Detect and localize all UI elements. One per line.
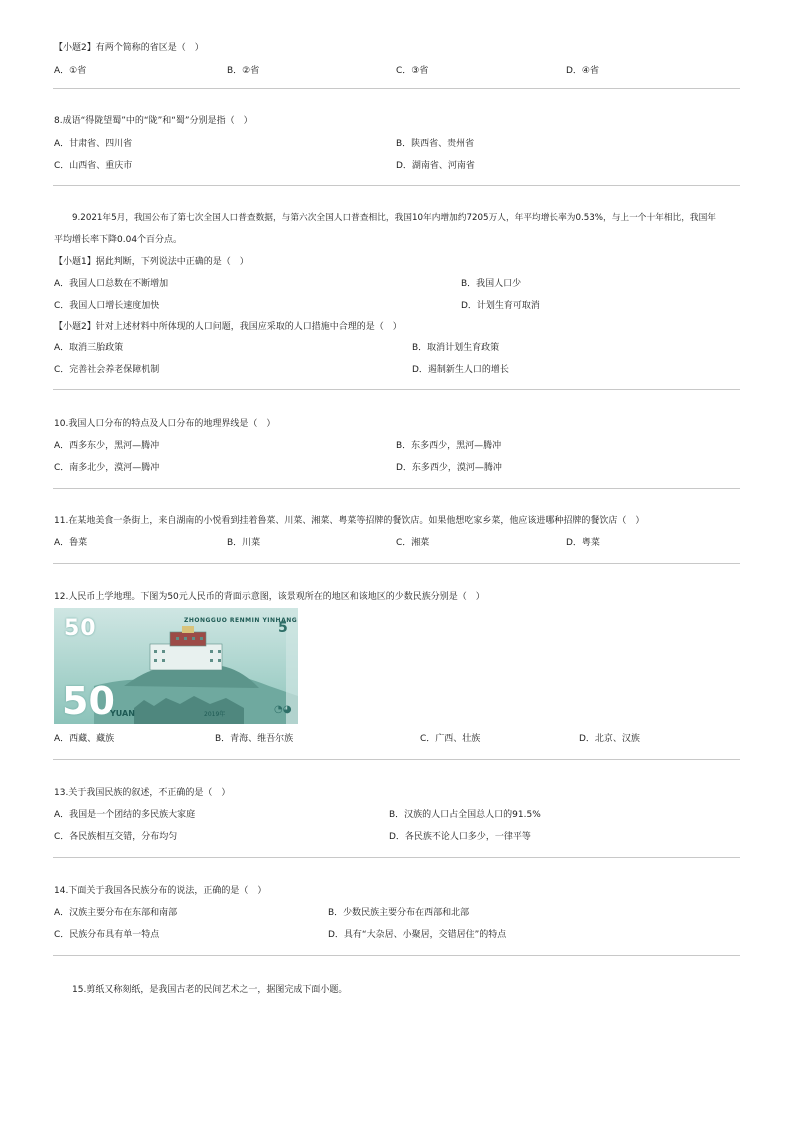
q8-option-b: B．陕西省、贵州省 xyxy=(396,139,475,149)
divider xyxy=(53,857,740,858)
q10-option-c: C．南多北少，漠河—腾冲 xyxy=(54,463,160,473)
banknote-tactile-mark-icon: ◔◕ xyxy=(274,704,292,715)
q7-sub2-stem: 【小题2】有两个简称的省区是（ ） xyxy=(54,43,204,53)
q13-option-a: A．我国是一个团结的多民族大家庭 xyxy=(54,810,196,820)
q12-option-a: A．西藏、藏族 xyxy=(54,734,115,744)
q8-option-a: A．甘肃省、四川省 xyxy=(54,139,133,149)
q9-stem-line1: 9.2021年5月，我国公布了第七次全国人口普查数据，与第六次全国人口普查相比，我国10年内增加约7205万人，年平均增长率为0.53%，与上一个十年相比，我国年 xyxy=(72,213,716,223)
q7-option-d: D．④省 xyxy=(566,66,599,76)
banknote-currency: YUAN xyxy=(110,709,135,718)
q12-option-d: D．北京、汉族 xyxy=(579,734,640,744)
divider xyxy=(53,759,740,760)
banknote-denomination-side: 5 xyxy=(278,620,288,636)
q13-option-b: B．汉族的人口占全国总人口的91.5% xyxy=(389,810,541,820)
q11-option-d: D．粤菜 xyxy=(566,538,600,548)
q14-option-d: D．具有“大杂居、小聚居，交错居住”的特点 xyxy=(328,930,507,940)
q8-option-d: D．湖南省、河南省 xyxy=(396,161,475,171)
q9-sub1-option-a: A．我国人口总数在不断增加 xyxy=(54,279,169,289)
divider xyxy=(53,563,740,564)
q9-sub1-stem: 【小题1】据此判断，下列说法中正确的是（ ） xyxy=(54,257,249,267)
q9-sub1-option-d: D．计划生育可取消 xyxy=(461,301,540,311)
q12-option-b: B．青海、维吾尔族 xyxy=(215,734,294,744)
divider xyxy=(53,955,740,956)
q11-option-c: C．湘菜 xyxy=(396,538,430,548)
divider xyxy=(53,88,740,89)
q14-stem: 14.下面关于我国各民族分布的说法，正确的是（ ） xyxy=(54,886,267,896)
q13-option-c: C．各民族相互交错，分布均匀 xyxy=(54,832,178,842)
q10-option-d: D．东多西少，漠河—腾冲 xyxy=(396,463,502,473)
q13-stem: 13.关于我国民族的叙述，不正确的是（ ） xyxy=(54,788,231,798)
divider xyxy=(53,488,740,489)
q14-option-a: A．汉族主要分布在东部和南部 xyxy=(54,908,178,918)
q10-stem: 10.我国人口分布的特点及人口分布的地理界线是（ ） xyxy=(54,419,276,429)
banknote-year: 2019年 xyxy=(204,711,226,718)
banknote-denomination-top: 50 xyxy=(64,616,97,641)
divider xyxy=(53,389,740,390)
q13-option-d: D．各民族不论人口多少，一律平等 xyxy=(389,832,531,842)
q7-option-a: A．①省 xyxy=(54,66,87,76)
banknote-bank-name: ZHONGGUO RENMIN YINHANG xyxy=(184,617,298,624)
q11-option-a: A．鲁菜 xyxy=(54,538,88,548)
q10-option-a: A．西多东少，黑河—腾冲 xyxy=(54,441,160,451)
q11-option-b: B．川菜 xyxy=(227,538,261,548)
q9-stem-line2: 平均增长率下降0.04个百分点。 xyxy=(54,235,183,245)
q9-sub2-option-b: B．取消计划生育政策 xyxy=(412,343,500,353)
q8-stem: 8.成语“得陇望蜀”中的“陇”和“蜀”分别是指（ ） xyxy=(54,116,253,126)
q14-option-c: C．民族分布具有单一特点 xyxy=(54,930,160,940)
banknote-image xyxy=(54,608,298,724)
q7-option-c: C．③省 xyxy=(396,66,429,76)
q9-sub1-option-b: B．我国人口少 xyxy=(461,279,522,289)
q12-option-c: C．广西、壮族 xyxy=(420,734,481,744)
q9-sub2-stem: 【小题2】针对上述材料中所体现的人口问题，我国应采取的人口措施中合理的是（ ） xyxy=(54,322,402,332)
q8-option-c: C．山西省、重庆市 xyxy=(54,161,133,171)
q7-option-b: B．②省 xyxy=(227,66,260,76)
q11-stem: 11.在某地美食一条街上，来自湖南的小悦看到挂着鲁菜、川菜、湘菜、粤菜等招牌的餐饮店。如果他想吃家乡菜，他应该进哪种招牌的餐饮店（ ） xyxy=(54,516,645,526)
q9-sub2-option-d: D．遏制新生人口的增长 xyxy=(412,365,509,375)
q15-stem: 15.剪纸又称刻纸，是我国古老的民间艺术之一，据图完成下面小题。 xyxy=(72,985,348,995)
q10-option-b: B．东多西少，黑河—腾冲 xyxy=(396,441,502,451)
q12-stem: 12.人民币上学地理。下图为50元人民币的背面示意图，该景观所在的地区和该地区的少数民族分别是（ ） xyxy=(54,592,485,602)
divider xyxy=(53,185,740,186)
q14-option-b: B．少数民族主要分布在西部和北部 xyxy=(328,908,470,918)
q9-sub1-option-c: C．我国人口增长速度加快 xyxy=(54,301,160,311)
q9-sub2-option-c: C．完善社会养老保障机制 xyxy=(54,365,160,375)
banknote-denomination-big: 50 xyxy=(62,679,115,723)
q9-sub2-option-a: A．取消三胎政策 xyxy=(54,343,124,353)
